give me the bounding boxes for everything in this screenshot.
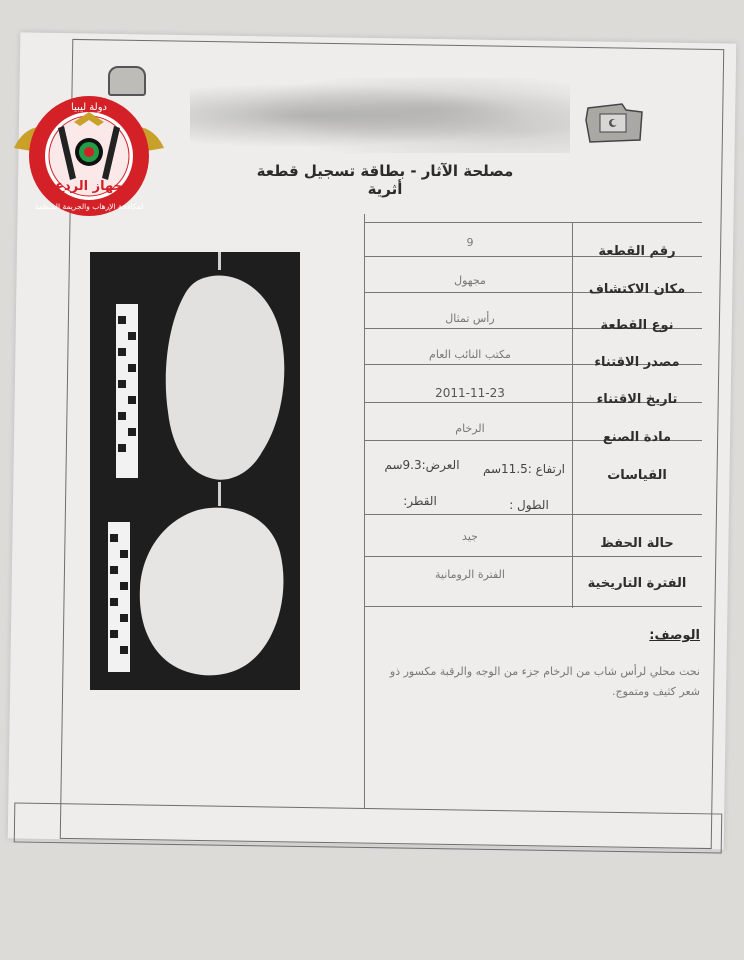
field-value-period: الفترة الرومانية [435, 568, 505, 581]
field-value-acquisition-source: مكتب النائب العام [429, 348, 511, 361]
description-text: نحت محلي لرأس شاب من الرخام جزء من الوجه والرقبة مكسور ذو شعر كثيف ومتموج. [389, 665, 700, 698]
measurement-diameter: القطر: [403, 494, 437, 508]
header-banner [190, 78, 570, 153]
row-line [364, 556, 702, 557]
field-value-piece-type: رأس تمثال [445, 312, 495, 325]
measurement-height: ارتفاع :11.5سم [483, 462, 565, 476]
document-title: مصلحة الآثار - بطاقة تسجيل قطعة أثرية [256, 162, 514, 198]
field-label-acquisition-date: تاريخ الاقتناء [596, 392, 678, 407]
seal-top-text: دولة ليبيا [70, 102, 108, 113]
field-value-piece-number: 9 [466, 236, 474, 249]
measurement-length: الطول : [509, 498, 549, 512]
field-label-discovery-place: مكان الاكتشاف [588, 282, 686, 297]
seal-name: جهاز الردع [55, 179, 123, 194]
field-value-material: الرخام [455, 422, 485, 435]
field-label-piece-number: رقم القطعة [598, 244, 676, 259]
field-label-piece-type: نوع القطعة [600, 318, 674, 333]
artifact-photo-graphic [90, 252, 300, 690]
field-label-period: الفترة التاريخية [587, 576, 687, 591]
deterrence-agency-seal [4, 86, 174, 226]
field-value-acquisition-date: 2011-11-23 [435, 386, 505, 400]
field-label-acquisition-source: مصدر الاقتناء [594, 355, 680, 370]
field-label-measurements: القياسات [607, 468, 667, 483]
field-label-material: مادة الصنع [602, 430, 672, 445]
row-line [364, 514, 702, 515]
table-top-line [364, 222, 702, 223]
description-title: الوصف: [649, 628, 700, 643]
measurement-width: العرض:9.3سم [384, 458, 460, 472]
seal-bottom-text: لمكافحة الإرهاب والجريمة المنظمة [34, 202, 144, 211]
label-column-divider [572, 222, 573, 608]
field-value-condition: جيد [462, 530, 478, 543]
field-label-condition: حالة الحفظ [600, 536, 674, 551]
row-line [364, 606, 702, 607]
table-divider [364, 214, 365, 808]
field-value-discovery-place: مجهول [454, 274, 486, 287]
artifact-photo [90, 252, 300, 690]
libya-map-flag-icon [582, 100, 646, 146]
